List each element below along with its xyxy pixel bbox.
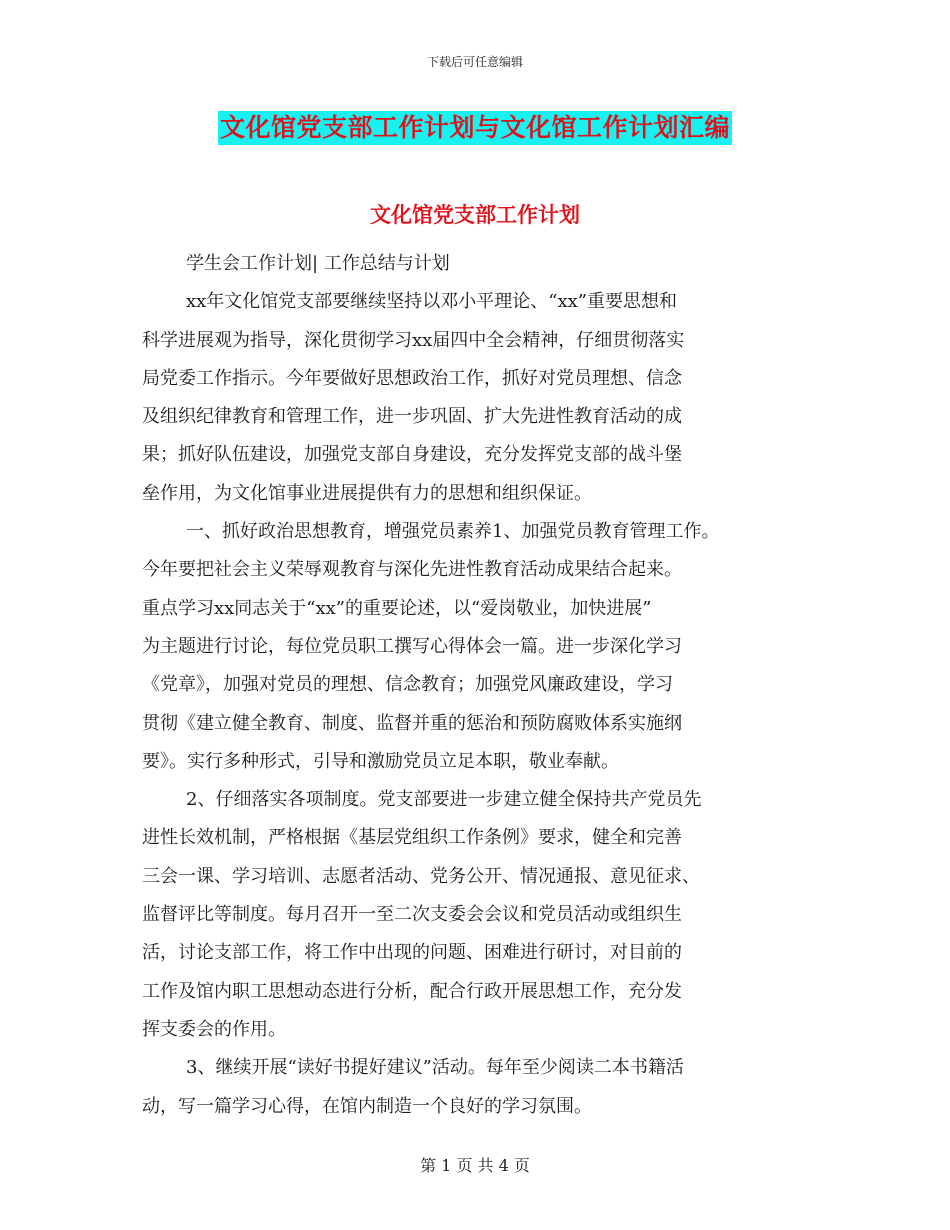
body-line: 果；抓好队伍建设，加强党支部自身建设，充分发挥党支部的战斗堡 [142,444,682,466]
body-line: 3、继续开展“读好书提好建议”活动。每年至少阅读二本书籍活 [186,1057,684,1079]
body-line: 三会一课、学习培训、志愿者活动、党务公开、情况通报、意见征求、 [142,865,700,887]
document-title [0,111,950,145]
body-line: 动，写一篇学习心得，在馆内制造一个良好的学习氛围。 [142,1095,592,1117]
body-line: xx年文化馆党支部要继续坚持以邓小平理论、“xx”重要思想和 [186,291,678,313]
body-line: 学生会工作计划| 工作总结与计划 [186,253,450,274]
body-line: 科学进展观为指导，深化贯彻学习xx届四中全会精神，仔细贯彻落实 [142,329,685,351]
body-line: 进性长效机制，严格根据《基层党组织工作条例》要求，健全和完善 [142,827,682,849]
body-text [142,245,842,1126]
body-line: 重点学习xx同志关于“xx”的重要论述，以“爱岗敬业，加快进展” [142,597,652,619]
body-line: 工作及馆内职工思想动态进行分析，配合行政开展思想工作，充分发 [142,980,682,1002]
body-line: 为主题进行讨论，每位党员职工撰写心得体会一篇。进一步深化学习 [142,635,682,657]
page-header-note: 下载后可任意编辑 [426,55,523,69]
body-line: 垒作用，为文化馆事业进展提供有力的思想和组织保证。 [142,482,592,504]
body-line: 活，讨论支部工作，将工作中出现的问题、困难进行研讨，对目前的 [142,942,682,964]
body-line: 贯彻《建立健全教育、制度、监督并重的惩治和预防腐败体系实施纲 [142,712,682,734]
body-line: 一、抓好政治思想教育，增强党员素养1、加强党员教育管理工作。 [186,521,720,543]
body-line: 挥支委会的作用。 [142,1018,286,1040]
page-number: 第 1 页 共 4 页 [420,1156,530,1175]
body-line: 局党委工作指示。今年要做好思想政治工作，抓好对党员理想、信念 [142,367,682,389]
body-line: 及组织纪律教育和管理工作，进一步巩固、扩大先进性教育活动的成 [142,406,682,428]
document-title-text: 文化馆党支部工作计划与文化馆工作计划汇编 [218,111,732,145]
body-line: 2、仔细落实各项制度。党支部要进一步建立健全保持共产党员先 [186,789,702,811]
body-line: 要》。实行多种形式，引导和激励党员立足本职，敬业奉献。 [142,750,619,772]
section-heading: 文化馆党支部工作计划 [370,202,580,227]
body-line: 今年要把社会主义荣辱观教育与深化先进性教育活动成果结合起来。 [142,559,682,581]
body-line: 《党章》，加强对党员的理想、信念教育；加强党风廉政建设，学习 [142,674,673,696]
body-line: 监督评比等制度。每月召开一至二次支委会会议和党员活动或组织生 [142,904,682,926]
